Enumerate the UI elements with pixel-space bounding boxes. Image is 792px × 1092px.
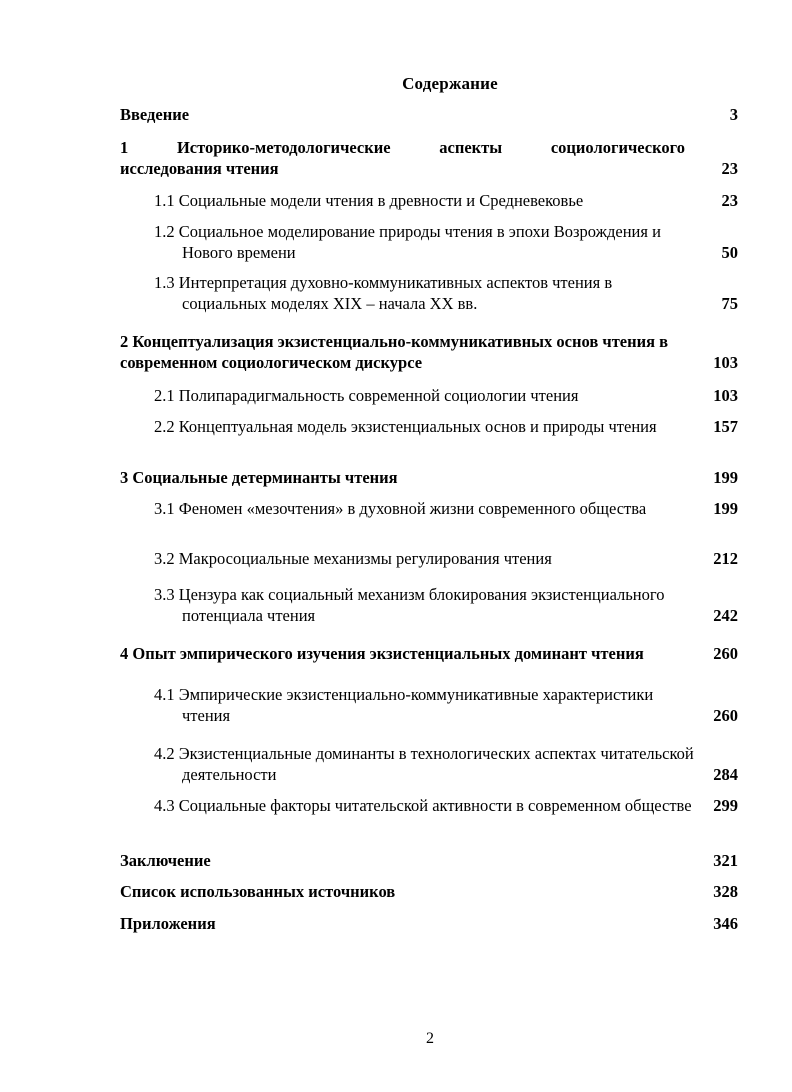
toc-entry-chapter-4	[120, 643, 738, 664]
toc-entry-page: 199	[713, 499, 738, 518]
toc-entry-section-1-3	[154, 272, 738, 314]
toc-entry-text: Заключение	[120, 851, 211, 870]
toc-entry-section-1-2	[154, 221, 738, 263]
toc-entry-section-4-3	[154, 795, 738, 816]
toc-entry-text: 2 Концептуализация экзистенциально-коммуникативных основ чтения в современном социологическом дискурсе	[120, 332, 669, 372]
toc-entry-text: 3.2 Макросоциальные механизмы регулирования чтения	[154, 549, 552, 568]
toc-entry-page: 199	[713, 468, 738, 487]
toc-entry-page: 260	[713, 644, 738, 663]
toc-entry-section-1-1	[154, 190, 738, 211]
toc-entry-text: 1.1 Социальные модели чтения в древности и Средневековье	[154, 191, 584, 210]
toc-entry-page: 299	[713, 796, 738, 815]
toc-entry-text: 2.1 Полипарадигмальность современной социологии чтения	[154, 386, 579, 405]
toc-title: Содержание	[402, 74, 498, 93]
toc-entry-page: 242	[713, 606, 738, 625]
toc-entry-text: Введение	[120, 105, 190, 124]
toc-entry-page: 3	[729, 105, 738, 124]
toc-entry-page: 157	[713, 417, 738, 436]
toc-entry-text: 1.2 Социальное моделирование природы чтения в эпохи Возрождения и Нового времени	[154, 222, 661, 262]
toc-entry-chapter-3	[120, 467, 738, 488]
toc-entry-text: 1 Историко-методологические аспекты социологического	[120, 138, 685, 157]
toc-entry-page: 103	[713, 386, 738, 405]
toc-entry-section-3-1	[154, 498, 738, 519]
toc-entry-text: 4.3 Социальные факторы читательской активности в современном обществе	[154, 796, 692, 815]
toc-entry-conclusion	[120, 850, 738, 871]
toc-entry-section-2-2	[154, 416, 738, 437]
toc-entry-text: 3 Социальные детерминанты чтения	[120, 468, 398, 487]
toc-entry-text: 3.3 Цензура как социальный механизм блокирования экзистенциального потенциала чтения	[154, 585, 665, 625]
toc-entry-page: 23	[721, 191, 738, 210]
toc-entry-page: 260	[713, 706, 738, 725]
toc-entry-page: 50	[721, 243, 738, 262]
toc-entry-text: 3.1 Феномен «мезочтения» в духовной жизни современного общества	[154, 499, 647, 518]
toc-entry-text: Приложения	[120, 914, 216, 933]
toc-entry-text: 1.3 Интерпретация духовно-коммуникативных аспектов чтения в социальных моделях XIX – начала XX вв.	[154, 273, 613, 313]
toc-entry-section-3-3	[154, 584, 738, 626]
toc-entry-chapter-2	[120, 331, 738, 373]
toc-entry-chapter-1	[120, 137, 738, 179]
toc-entry-section-4-2	[154, 743, 738, 785]
toc-entry-references	[120, 881, 738, 902]
toc-entry-page: 328	[713, 882, 738, 901]
toc-entry-section-3-2	[154, 548, 738, 569]
toc-entry-page: 321	[713, 851, 738, 870]
toc-entry-text: 2.2 Концептуальная модель экзистенциальных основ и природы чтения	[154, 417, 657, 436]
toc-entry-page: 346	[713, 914, 738, 933]
toc-entry-page: 284	[713, 765, 738, 784]
toc-entry-section-2-1	[154, 385, 738, 406]
toc-entry-text-continued: исследования чтения	[120, 159, 279, 178]
page-number: 2	[426, 1030, 434, 1047]
toc-entry-page: 23	[721, 159, 738, 178]
toc-entry-introduction	[120, 104, 738, 125]
toc-entry-text: 4 Опыт эмпирического изучения экзистенциальных доминант чтения	[120, 644, 644, 663]
toc-entry-section-4-1	[154, 684, 738, 726]
toc-entry-page: 103	[713, 353, 738, 372]
toc-entry-text: 4.2 Экзистенциальные доминанты в технологических аспектах читательской деятельности	[154, 744, 694, 784]
toc-entry-page: 212	[713, 549, 738, 568]
toc-entry-appendices	[120, 913, 738, 934]
toc-entry-text: 4.1 Эмпирические экзистенциально-коммуникативные характеристики чтения	[154, 685, 654, 725]
toc-entry-text: Список использованных источников	[120, 882, 396, 901]
toc-entry-page: 75	[721, 294, 738, 313]
